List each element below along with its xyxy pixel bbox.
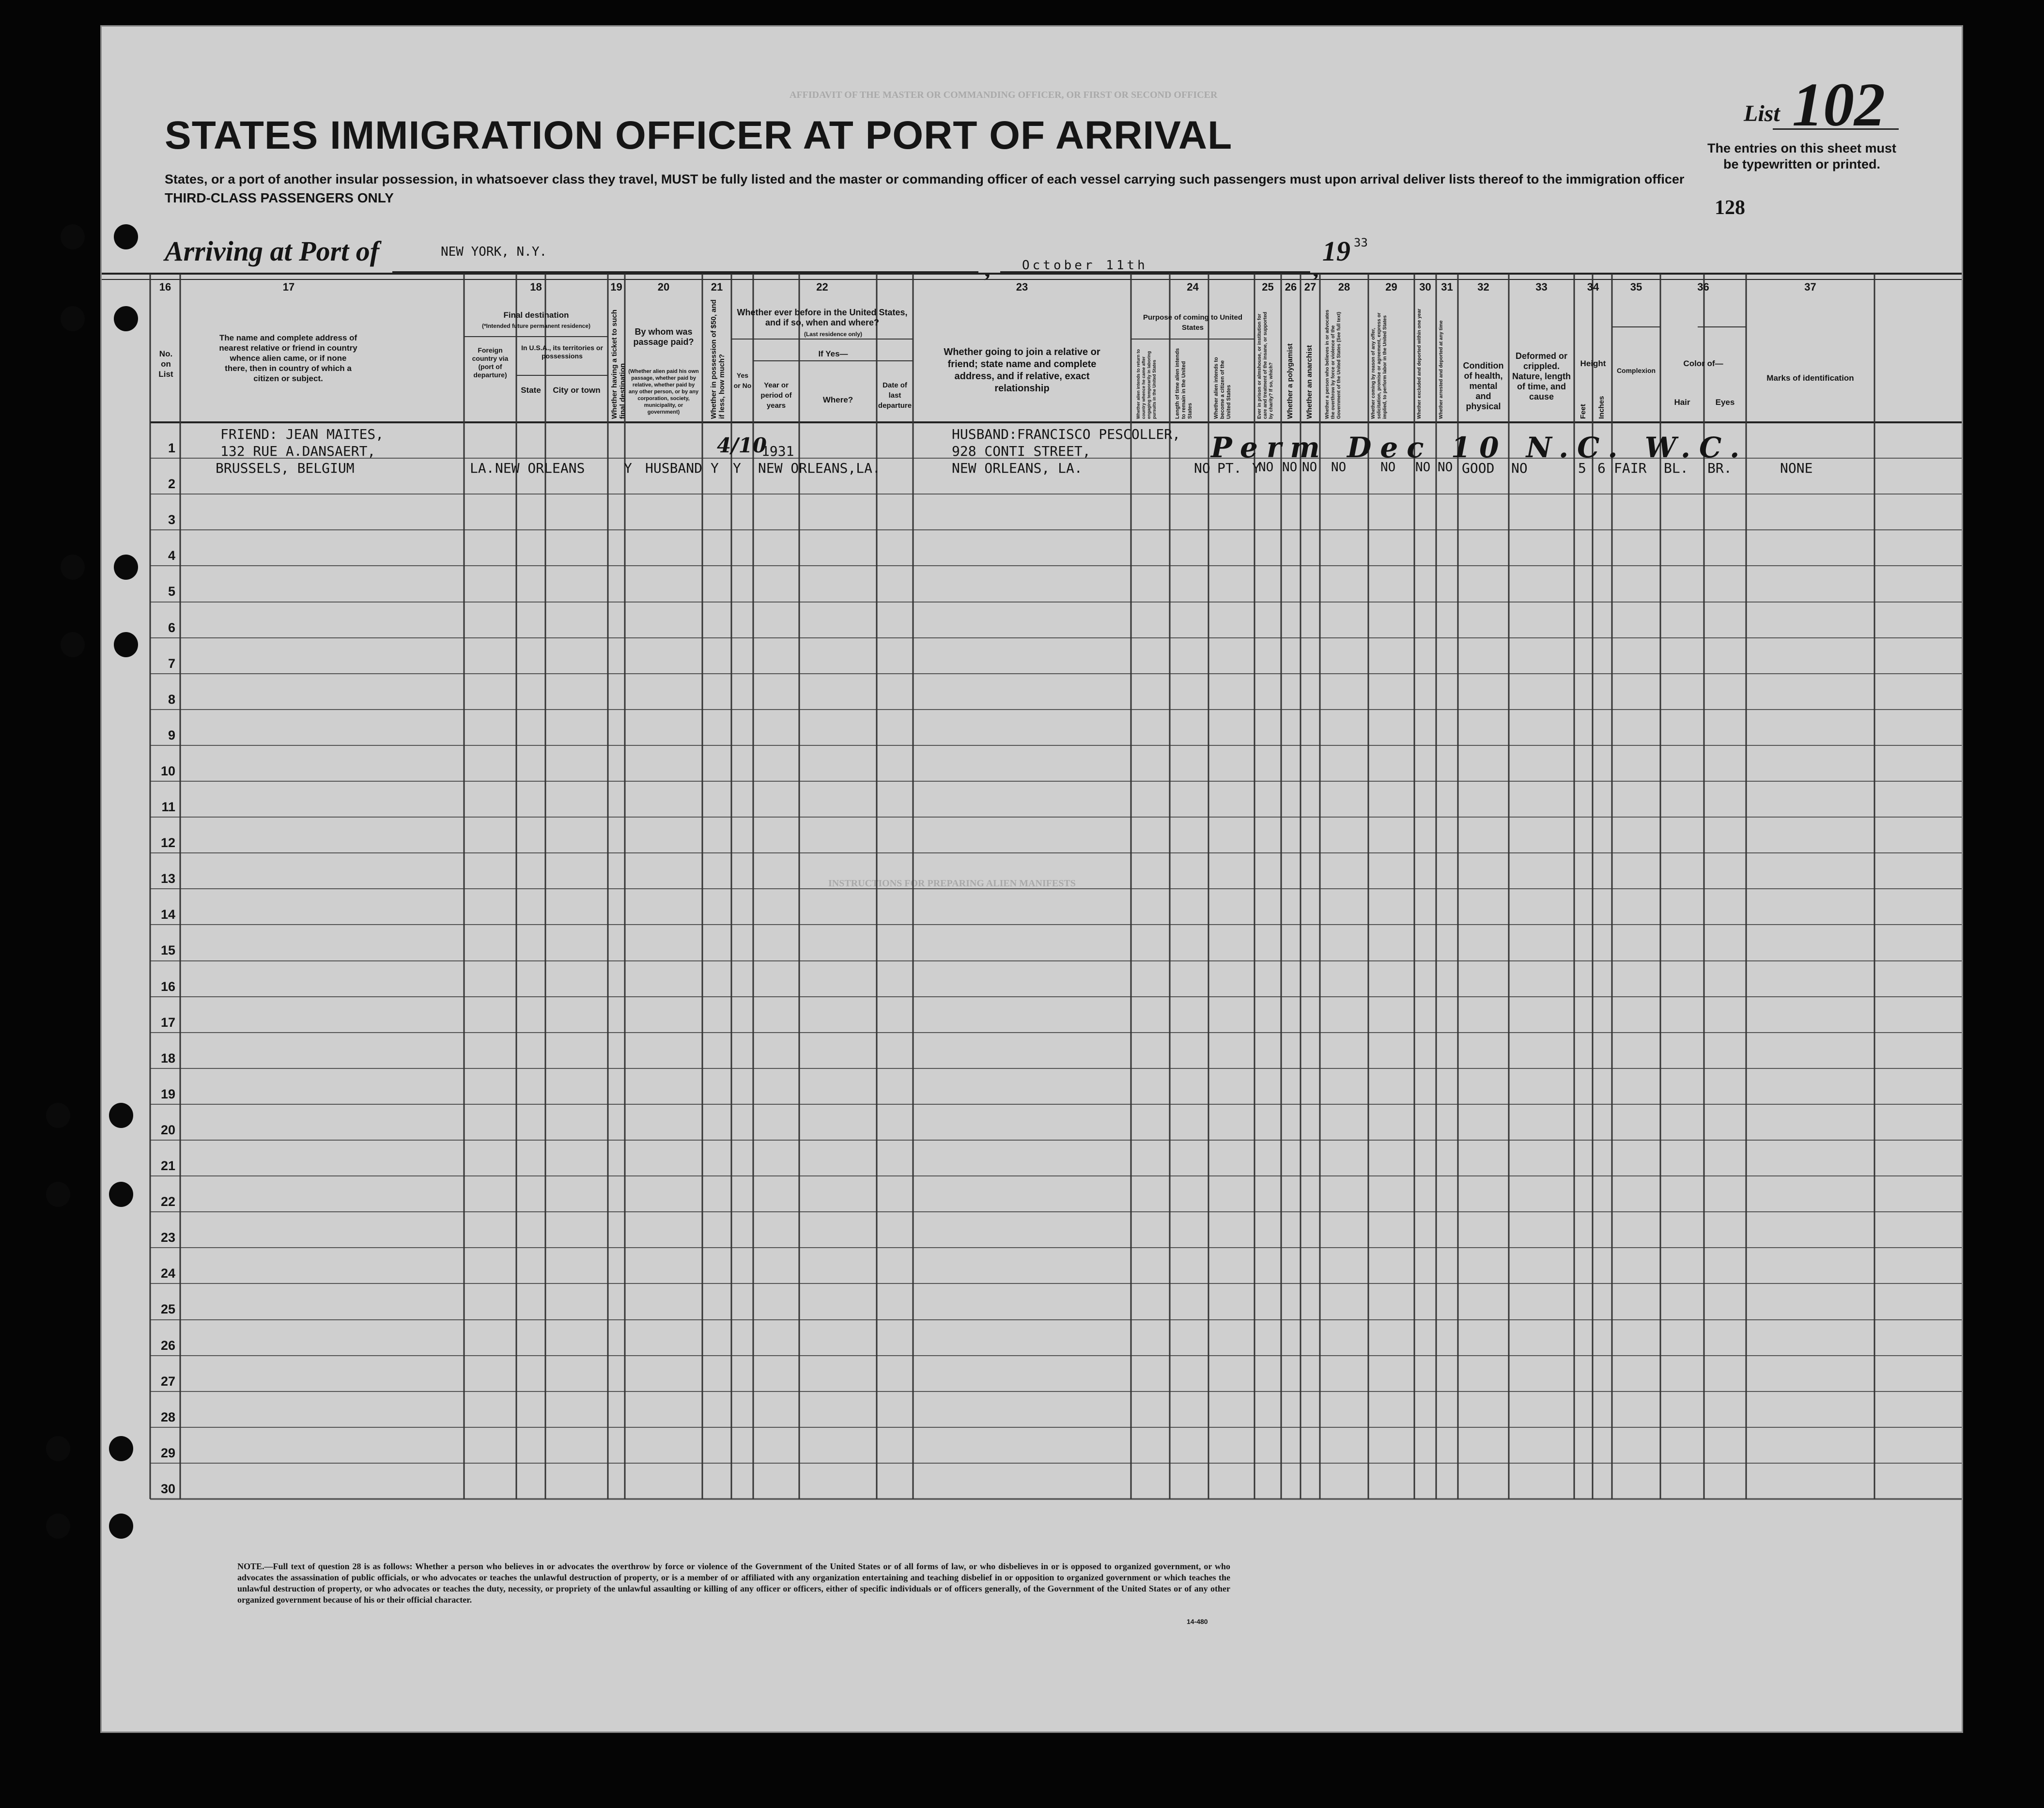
header-purpose-return: Whether alien intends to return to country whence he came after engaging temporarily in laboring pursuits in the United States xyxy=(1136,349,1157,419)
col-number-35: 35 xyxy=(1630,281,1642,293)
entry-polygamist: NO xyxy=(1282,460,1298,475)
row-number: 14 xyxy=(160,907,175,922)
col-number-22: 22 xyxy=(816,281,828,293)
col-number-27: 27 xyxy=(1304,281,1316,293)
binder-hole xyxy=(61,555,85,580)
row-number: 5 xyxy=(168,584,175,599)
row-number: 9 xyxy=(168,728,175,742)
comma: , xyxy=(1313,255,1319,282)
instructions-line: States, or a port of another insular possession, in whatsoever class they travel, MUST be fully listed and the master or commanding officer of each vessel carrying such passengers must upon arrival deliver lists thereof to the immigration officer xyxy=(165,172,1685,186)
row-number: 12 xyxy=(160,835,175,850)
header-purpose-length: Length of time alien intends to remain in the United States xyxy=(1175,348,1193,419)
header-complexion: Complexion xyxy=(1616,367,1656,374)
header-overthrow: Whether a person who believes in or advocates the overthrow by force or violence of the Government of the United States (See full text) xyxy=(1325,309,1342,419)
binder-hole xyxy=(114,555,138,580)
col-number-18: 18 xyxy=(530,281,542,293)
binder-hole xyxy=(46,1182,70,1207)
entry-join-line2: 928 CONTI STREET, xyxy=(952,443,1091,459)
row-number: 3 xyxy=(168,512,175,527)
row-number: 28 xyxy=(160,1410,175,1424)
header-nearest-relative: The name and complete address of nearest relative or friend in country whence alien came, or if none there, then in country of which a citizen or subject. xyxy=(219,333,357,383)
binder-hole xyxy=(114,306,138,331)
year-suffix: 33 xyxy=(1354,236,1368,249)
date-value: October 11th xyxy=(1022,258,1148,273)
entry-relative-line2: 132 RUE A.DANSAERT, xyxy=(220,443,376,459)
entry-money: Y xyxy=(711,460,719,476)
col-number-23: 23 xyxy=(1016,281,1028,293)
entry-complexion: FAIR xyxy=(1614,460,1647,476)
binder-hole xyxy=(114,632,138,657)
header-labor: Whether coming by reason of any offer, solicitation, promise or agreement, express or implied, to perform labor in the United States xyxy=(1371,312,1388,419)
header-height: Height xyxy=(1580,359,1606,368)
entry-feet: 5 xyxy=(1578,460,1586,476)
binder-hole xyxy=(61,632,85,657)
row-number: 1 xyxy=(168,441,175,455)
row-number: 13 xyxy=(160,871,175,886)
row-number: 19 xyxy=(160,1087,175,1101)
row-number: 7 xyxy=(168,656,175,671)
entry-deformed: NO xyxy=(1511,460,1528,476)
row-number: 6 xyxy=(168,620,175,635)
entry-year: 1931 xyxy=(761,443,794,459)
binder-hole xyxy=(114,224,138,249)
entry-where: NEW ORLEANS,LA. xyxy=(758,460,881,476)
row-number: 17 xyxy=(160,1015,175,1030)
entry-marks: NONE xyxy=(1780,460,1813,476)
entry-paid-by: HUSBAND xyxy=(645,460,703,476)
col-number-16: 16 xyxy=(159,281,171,293)
manifest-sheet xyxy=(102,27,1962,1731)
row-number: 18 xyxy=(160,1051,175,1066)
row-number: 11 xyxy=(161,800,175,814)
header-excluded: Whether excluded and deported within one year xyxy=(1417,309,1422,419)
entry-eyes: BR. xyxy=(1707,460,1732,476)
col-number-37: 37 xyxy=(1804,281,1816,293)
header-ticket: Whether having a ticket to such final destination xyxy=(610,309,627,419)
header-state: State xyxy=(521,386,541,395)
header-feet: Feet xyxy=(1579,404,1587,419)
row-number: 10 xyxy=(160,764,175,778)
entry-prison: NO xyxy=(1258,460,1274,475)
row-number: 27 xyxy=(160,1374,175,1389)
header-passage-note: (Whether alien paid his own passage, whether paid by relative, whether paid by any other person, or by any corporation, society, municipality, or government) xyxy=(628,369,699,415)
header-final-destination: Final destination xyxy=(503,310,569,320)
col-number-26: 26 xyxy=(1285,281,1297,293)
bleed-through-instructions: INSTRUCTIONS FOR PREPARING ALIEN MANIFESTS xyxy=(828,878,1076,889)
header-if-yes: If Yes— xyxy=(818,349,848,358)
entry-join-line3: NEW ORLEANS, LA. xyxy=(952,460,1083,476)
row-number: 8 xyxy=(168,692,175,707)
sheet-number: 128 xyxy=(1715,197,1745,219)
comma: , xyxy=(984,255,991,282)
header-hair: Hair xyxy=(1674,398,1690,407)
header-foreign-country: Foreign country via (port of departure) xyxy=(472,346,509,379)
entry-length: PT. xyxy=(1217,460,1242,476)
entry-anarchist: NO xyxy=(1302,460,1317,475)
form-number: 14-480 xyxy=(1187,1618,1208,1625)
footer-note: NOTE.—Full text of question 28 is as follows: Whether a person who believes in or advocates the overthrow by force or violence of the Government of the United States or of all forms of law, or who disbelieves in or is opposed to organized government, or who advocates the assassination of public officials, or who advocates or teaches the unlawful destruction of property, or is a member of or affiliated with any organization entertaining and teaching disbelief in or opposition to organized government or which teaches the unlawful destruction of property, or who advocates or teaches the duty, necessity, or propriety of the unlawful assaulting or killing of any officer or officers, either of specific individuals or of officers generally, of the Government of the United States or of any other organized government because of his or their official character. xyxy=(237,1561,1230,1605)
binder-hole xyxy=(61,306,85,331)
col-number-17: 17 xyxy=(282,281,295,293)
bleed-through-affidavit: AFFIDAVIT OF THE MASTER OR COMMANDING OFFICER, OR FIRST OR SECOND OFFICER xyxy=(790,90,1218,100)
col-number-31: 31 xyxy=(1441,281,1453,293)
list-label: List xyxy=(1744,101,1780,126)
col-number-30: 30 xyxy=(1419,281,1431,293)
header-polygamist: Whether a polygamist xyxy=(1286,343,1294,419)
class-line: THIRD-CLASS PASSENGERS ONLY xyxy=(165,190,394,205)
header-joining: Whether going to join a relative or friend; state name and complete address, and if relative, exact relationship xyxy=(944,347,1100,394)
row-number: 2 xyxy=(168,477,175,491)
port-value: NEW YORK, N.Y. xyxy=(441,245,547,259)
entry-return: NO xyxy=(1194,460,1210,476)
header-passage-paid: By whom was passage paid? xyxy=(633,327,694,347)
binder-hole xyxy=(109,1436,133,1461)
binder-hole xyxy=(109,1514,133,1539)
entry-inches: 6 xyxy=(1597,460,1606,476)
list-number: 102 xyxy=(1792,70,1885,139)
row-number: 23 xyxy=(160,1230,175,1245)
header-inches: Inches xyxy=(1597,396,1606,419)
col-number-25: 25 xyxy=(1262,281,1274,293)
binder-hole xyxy=(46,1103,70,1128)
col-number-19: 19 xyxy=(610,281,622,293)
entry-join-line1: HUSBAND:FRANCISCO PESCOLLER, xyxy=(952,426,1181,442)
entry-ever-before: Y xyxy=(733,460,741,476)
entry-excluded: NO xyxy=(1415,460,1431,475)
entries-note: The entries on this sheet must be typewritten or printed. xyxy=(1707,141,1897,171)
col-number-20: 20 xyxy=(657,281,670,293)
header-money: Whether in possession of $50, and if less, how much? xyxy=(710,299,726,419)
col-number-36: 36 xyxy=(1697,281,1709,293)
row-number: 20 xyxy=(160,1123,175,1137)
header-in-usa: In U.S.A., its territories or possessions xyxy=(521,344,603,360)
row-number: 16 xyxy=(160,979,175,994)
header-city: City or town xyxy=(553,386,601,395)
entry-state: LA. xyxy=(470,460,495,476)
entry-money-note: 4/10 xyxy=(717,433,767,457)
header-anarchist: Whether an anarchist xyxy=(1305,345,1314,419)
entry-labor: NO xyxy=(1380,460,1396,475)
binder-hole xyxy=(46,1436,70,1461)
page-title: STATES IMMIGRATION OFFICER AT PORT OF ARRIVAL xyxy=(165,113,1233,157)
entry-ticket: Y xyxy=(624,460,632,476)
binder-hole xyxy=(61,224,85,249)
entry-overthrow: NO xyxy=(1331,460,1347,475)
header-prison: Ever in prison or almshouse, or institution for care and treatment of the insane, or supported by charity? If so, which? xyxy=(1257,311,1274,419)
header-eyes: Eyes xyxy=(1715,398,1735,407)
col-number-33: 33 xyxy=(1535,281,1548,293)
entry-health: GOOD xyxy=(1462,460,1495,476)
entry-hair: BL. xyxy=(1664,460,1688,476)
binder-hole xyxy=(109,1182,133,1207)
handwritten-annotation: Perm Dec 10 N.C. W.C. xyxy=(1211,431,1749,464)
header-purpose: Purpose of coming to United States xyxy=(1143,313,1242,332)
header-departure-date: Date of last departure xyxy=(878,381,912,410)
header-before-us: Whether ever before in the United States, and if so, when and where? xyxy=(737,308,908,327)
row-number: 4 xyxy=(168,548,175,563)
header-year-period: Year or period of years xyxy=(760,381,792,410)
header-yes-no: Yes or No xyxy=(733,371,752,389)
header-marks: Marks of identification xyxy=(1766,373,1854,383)
entry-relative-line3: BRUSSELS, BELGIUM xyxy=(216,460,355,476)
header-purpose-citizen: Whether alien intends to become a citizen of the United States xyxy=(1213,357,1232,419)
col-number-21: 21 xyxy=(711,281,723,293)
row-number: 26 xyxy=(160,1338,175,1353)
row-number: 30 xyxy=(160,1482,175,1496)
header-no-on-list: No. on List xyxy=(158,349,173,379)
col-number-24: 24 xyxy=(1187,281,1199,293)
binder-hole xyxy=(46,1514,70,1539)
header-arrested: Whether arrested and deported at any time xyxy=(1439,320,1444,419)
header-health: Condition of health, mental and physical xyxy=(1463,361,1504,411)
row-number: 25 xyxy=(160,1302,175,1316)
row-number: 21 xyxy=(160,1159,175,1173)
row-number: 22 xyxy=(160,1194,175,1209)
year-prefix: 19 xyxy=(1322,235,1350,267)
header-last-residence: (Last residence only) xyxy=(804,331,863,338)
col-number-32: 32 xyxy=(1477,281,1489,293)
header-deformed: Deformed or crippled. Nature, length of time, and cause xyxy=(1512,351,1571,402)
arriving-label: Arriving at Port of xyxy=(165,235,380,267)
col-number-34: 34 xyxy=(1587,281,1599,293)
row-number: 15 xyxy=(160,943,175,958)
entry-city: NEW ORLEANS xyxy=(495,460,585,476)
row-number: 24 xyxy=(160,1266,175,1281)
header-where: Where? xyxy=(822,395,853,404)
header-final-destination-note: (*Intended future permanent residence) xyxy=(481,323,591,329)
entry-arrested: NO xyxy=(1438,460,1453,475)
binder-hole xyxy=(109,1103,133,1128)
entry-citizen: Y xyxy=(1252,460,1260,476)
row-number: 29 xyxy=(160,1446,175,1460)
col-number-29: 29 xyxy=(1385,281,1397,293)
header-color-of: Color of— xyxy=(1683,359,1723,368)
entry-relative-line1: FRIEND: JEAN MAITES, xyxy=(220,426,384,442)
col-number-28: 28 xyxy=(1338,281,1350,293)
